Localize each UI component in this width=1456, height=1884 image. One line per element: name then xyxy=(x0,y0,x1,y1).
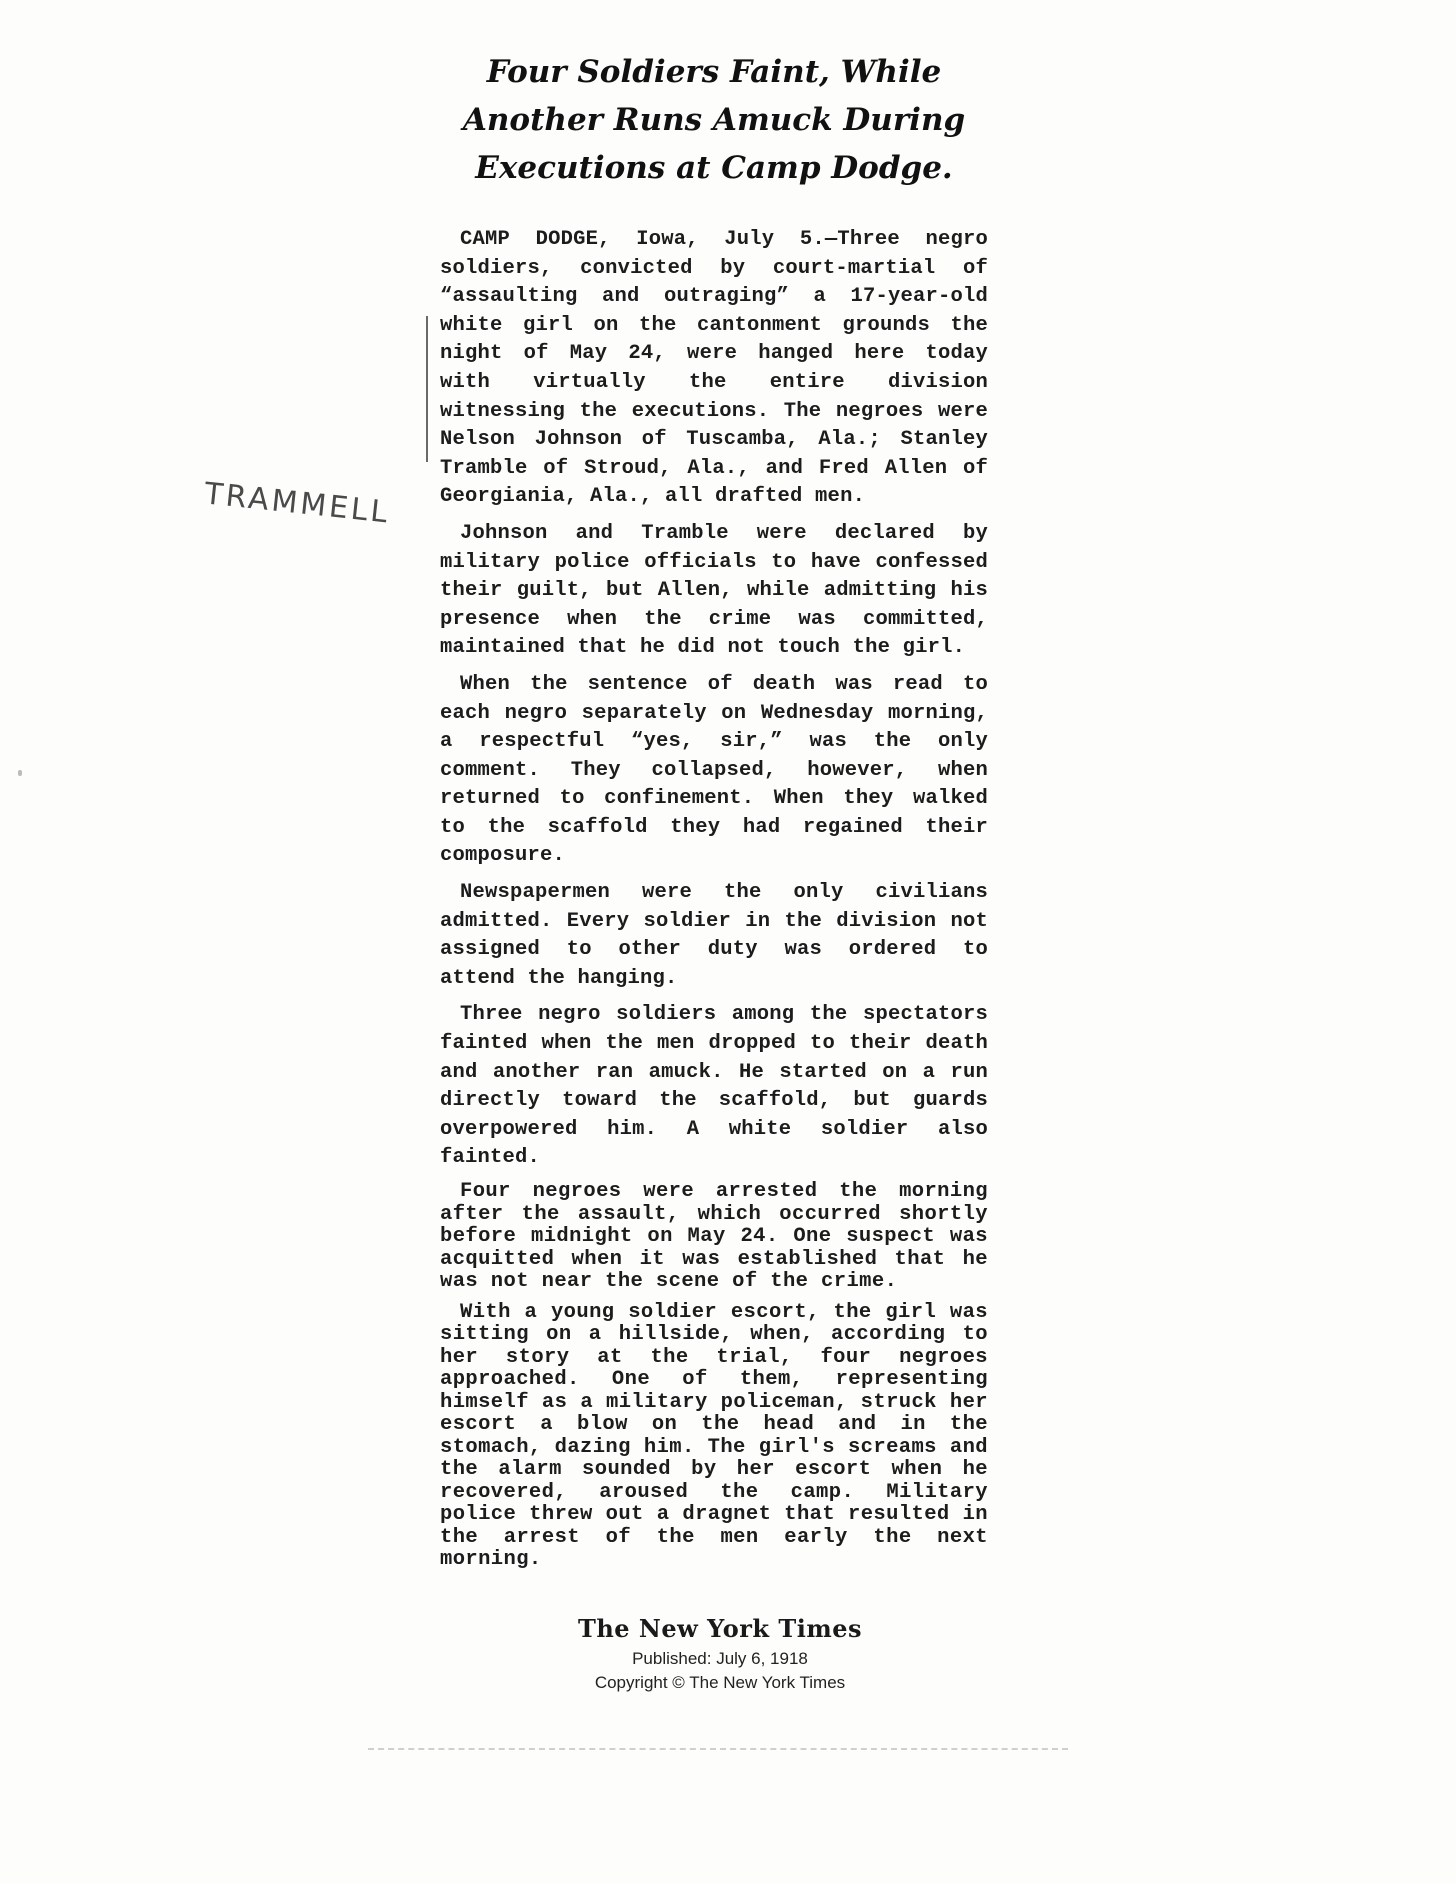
paragraph-2: Johnson and Tramble were declared by military police officials to have confessed their guilt, but Allen, while admitting his presence when the crime was committed, maintained that he did not touch the girl. xyxy=(440,521,988,660)
source-footer xyxy=(540,1614,900,1695)
article-body xyxy=(440,226,988,1572)
paragraph-1: CAMP DODGE, Iowa, July 5.—Three negro soldiers, convicted by court-martial of “assaulting and outraging” a 17-year-old white girl on the cantonment grounds the night of May 24, were hanged here today with virtually the entire division witnessing the executions. The negroes were Nelson Johnson of Tuscamba, Ala.; Stanley Tramble of Stroud, Ala., and Fred Allen of Georgiania, Ala., all drafted men. xyxy=(440,228,988,509)
handwritten-margin-note: TRAMMELL xyxy=(202,476,392,531)
margin-line xyxy=(426,316,428,462)
paragraph-7: With a young soldier escort, the girl was sitting on a hillside, when, according to her story at the trial, four negroes approached. One of them, representing himself as a military policeman, struck her escort a blow on the head and in the stomach, dazing him. The girl's screams and the alarm sounded by her escort when he recovered, aroused the camp. Military police threw out a dragnet that resulted in the arrest of the men early the next morning. xyxy=(440,1300,988,1571)
bottom-divider xyxy=(368,1748,1068,1750)
news-article xyxy=(440,48,988,1580)
headline: Four Soldiers Faint, While Another Runs Amuck During Executions at Camp Dodge. xyxy=(462,54,966,186)
published-date: Published: July 6, 1918 xyxy=(632,1649,808,1668)
paragraph-4: Newspapermen were the only civilians admitted. Every soldier in the division not assigned to other duty was ordered to attend the hanging. xyxy=(440,881,988,990)
copyright-notice: Copyright © The New York Times xyxy=(594,1673,846,1692)
paragraph-5: Three negro soldiers among the spectators fainted when the men dropped to their death and another ran amuck. He started on a run directly toward the scaffold, but guards overpowered him. A white soldier also fainted. xyxy=(440,1003,988,1170)
paper-mark xyxy=(18,770,22,776)
newspaper-masthead: The New York Times xyxy=(578,1614,862,1643)
paragraph-6: Four negroes were arrested the morning after the assault, which occurred shortly before midnight on May 24. One suspect was acquitted when it was established that he was not near the scene of the crime. xyxy=(440,1180,988,1293)
paragraph-3: When the sentence of death was read to each negro separately on Wednesday morning, a respectful “yes, sir,” was the only comment. They collapsed, however, when returned to confinement. When they walked to the scaffold they had regained their composure. xyxy=(440,672,988,868)
